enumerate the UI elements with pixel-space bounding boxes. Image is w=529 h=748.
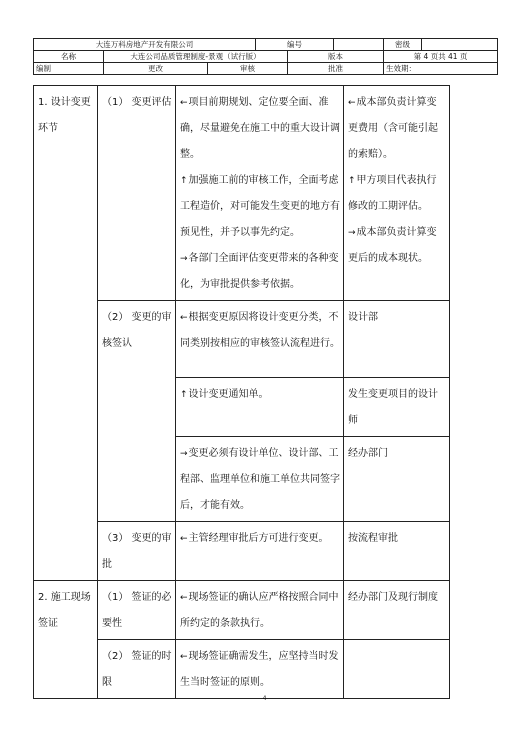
content-cell: ←根据变更原因将设计变更分类，不同类别按相应的审核签认流程进行。 [176, 301, 344, 378]
company-name: 大连万科房地产开发有限公司 [34, 39, 256, 51]
arrow-left-icon: ← [180, 98, 188, 108]
content-item: →各部门全面评估变更带来的各种变化，为审批提供参考依据。 [180, 253, 339, 290]
content-cell: ↑设计变更通知单。 [176, 378, 344, 437]
content-item: ←项目前期规划、定位要全面、准确，尽量避免在施工中的重大设计调整。 [180, 97, 340, 160]
stage-cell: 2. 施工现场签证 [34, 581, 98, 699]
responsibility-cell: 设计部 [344, 301, 450, 378]
arrow-right-icon: → [180, 449, 188, 459]
arrow-up-icon: ↑ [180, 390, 188, 400]
arrow-left-icon: ← [180, 652, 188, 662]
responsibility-cell: 发生变更项目的设计师 [344, 378, 450, 437]
effective-label: 生效期： [384, 63, 498, 75]
responsibility-cell: 按流程审批 [344, 522, 450, 581]
content-cell: ←现场签证的确认应严格按照合同中所约定的条款执行。 [176, 581, 344, 640]
code-value [334, 39, 384, 51]
document-header-table [33, 38, 498, 75]
arrow-left-icon: ← [348, 98, 356, 108]
process-table [33, 85, 450, 699]
approve-label: 批准 [288, 63, 384, 75]
review-label: 审核 [208, 63, 288, 75]
arrow-right-icon: → [348, 228, 356, 238]
level-value [422, 39, 498, 51]
step-cell: （2） 变更的审核签认 [98, 301, 176, 522]
change-label: 更改 [104, 63, 208, 75]
stage-cell: 1. 设计变更环节 [34, 86, 98, 581]
content-cell: ←主管经理审批后方可进行变更。 [176, 522, 344, 581]
page-info: 第 4 页共 41 页 [384, 51, 498, 63]
arrow-up-icon: ↑ [180, 176, 188, 186]
step-cell: （1） 签证的必要性 [98, 581, 176, 640]
step-cell: （1） 变更评估 [98, 86, 176, 301]
arrow-up-icon: ↑ [348, 176, 356, 186]
name-label: 名称 [34, 51, 104, 63]
responsibility-cell: 经办部门及现行制度 [344, 581, 450, 640]
responsibility-cell [344, 86, 450, 301]
arrow-left-icon: ← [180, 534, 188, 544]
table-row [34, 86, 450, 301]
responsibility-item: ←成本部负责计算变更费用（含可能引起的索赔）。 [348, 97, 438, 160]
content-cell: →变更必须有设计单位、设计部、工程部、监理单位和施工单位共同签字后，才能有效。 [176, 437, 344, 522]
content-item: ↑加强施工前的审核工作，全面考虑工程造价，对可能发生变更的地方有预见性，并予以事先约定。 [180, 175, 340, 238]
step-cell: （2） 签证的时限 [98, 640, 176, 699]
responsibility-cell: 经办部门 [344, 437, 450, 522]
page-number: 4 [262, 695, 267, 702]
arrow-right-icon: → [180, 254, 188, 264]
content-cell: ←现场签证确需发生，应坚持当时发生当时签证的原则。 [176, 640, 344, 699]
responsibility-item: →成本部负责计算变更后的成本现状。 [348, 227, 437, 264]
level-label: 密级 [384, 39, 422, 51]
arrow-left-icon: ← [180, 593, 188, 603]
responsibility-item: ↑甲方项目代表执行修改的工期评估。 [348, 175, 437, 212]
author-label: 编制 [34, 63, 104, 75]
table-row [34, 581, 450, 640]
code-label: 编号 [256, 39, 334, 51]
responsibility-cell [344, 640, 450, 699]
arrow-left-icon: ← [180, 313, 188, 323]
content-cell [176, 86, 344, 301]
version-label: 版本 [288, 51, 384, 63]
doc-title: 大连公司品质管理制度-景观（试行版） [104, 51, 288, 63]
step-cell: （3） 变更的审批 [98, 522, 176, 581]
